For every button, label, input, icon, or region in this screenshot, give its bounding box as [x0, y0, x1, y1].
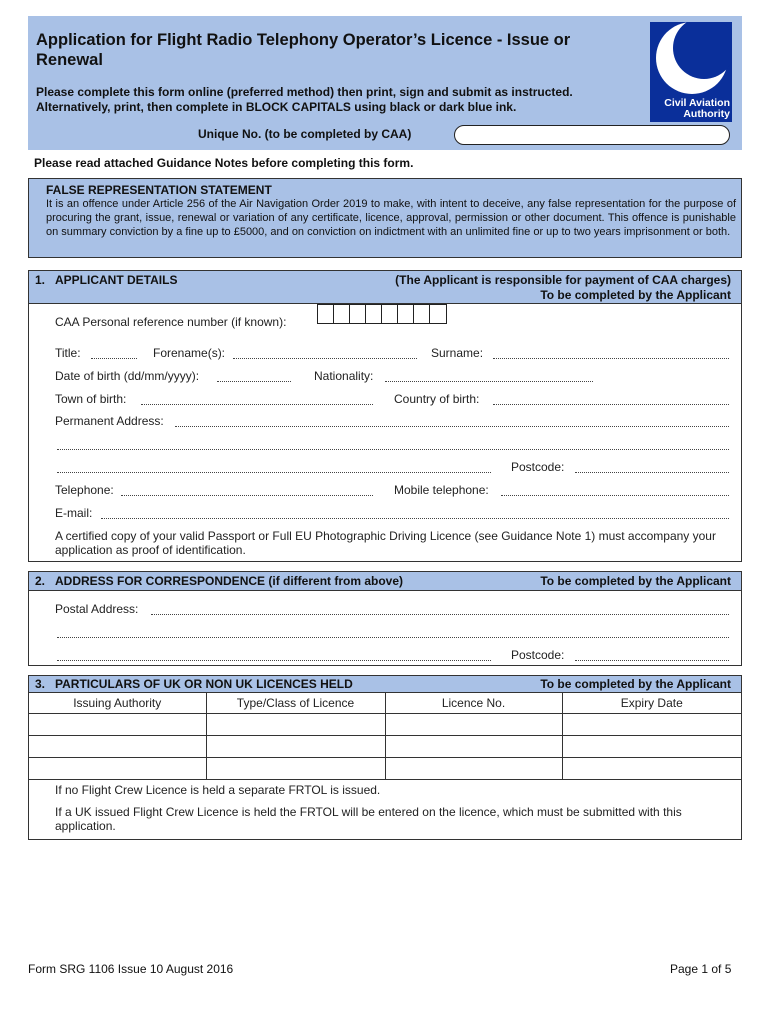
false-representation-text: It is an offence under Article 256 of the Air Navigation Order 2019 to make, with intent to deceive, any false representation for the purpose of procuring the grant, issue, renewal or variation of any certificate, licence, approval, permission or other document. This offence is punishable on summary conviction by a fine up to £5000, and on conviction on indictment with an unlimited fine or up to two years imprisonment or both. [46, 198, 736, 238]
licences-table [29, 692, 741, 780]
column-expiry-date: Expiry Date [562, 693, 741, 714]
column-issuing-authority: Issuing Authority [29, 693, 206, 714]
table-cell[interactable] [29, 758, 206, 780]
town-of-birth-field[interactable] [141, 393, 373, 405]
postcode-label: Postcode: [511, 460, 565, 474]
postal-address-line-3-field[interactable] [57, 649, 491, 661]
unique-number-field[interactable] [454, 125, 730, 145]
telephone-field[interactable] [121, 484, 373, 496]
title-label: Title: [55, 346, 81, 360]
postcode-field[interactable] [575, 461, 729, 473]
section-licences-held [28, 675, 742, 840]
identification-note: A certified copy of your valid Passport or Full EU Photographic Driving Licence (see Guidance Note 1) must accompany your application as proof of identification. [55, 529, 716, 557]
section-1-header [29, 271, 741, 304]
false-representation-heading: FALSE REPRESENTATION STATEMENT [46, 183, 272, 197]
telephone-label: Telephone: [55, 483, 114, 497]
section-correspondence-address [28, 571, 742, 666]
forename-label: Forename(s): [153, 346, 226, 360]
false-representation-box [28, 178, 742, 258]
email-field[interactable] [101, 507, 729, 519]
address-line-1-field[interactable] [175, 415, 729, 427]
column-licence-number: Licence No. [385, 693, 562, 714]
form-reference: Form SRG 1106 Issue 10 August 2016 [28, 962, 234, 976]
mobile-telephone-label: Mobile telephone: [394, 483, 489, 497]
table-cell[interactable] [29, 736, 206, 758]
section-1-title: APPLICANT DETAILS [55, 273, 178, 287]
page-number: Page 1 of 5 [670, 962, 732, 976]
table-cell[interactable] [29, 714, 206, 736]
table-cell[interactable] [562, 714, 741, 736]
section-2-number: 2. [35, 574, 46, 588]
caa-reference-input[interactable] [317, 304, 447, 324]
country-of-birth-field[interactable] [493, 393, 729, 405]
correspondence-postcode-field[interactable] [575, 649, 729, 661]
surname-field[interactable] [493, 347, 729, 359]
town-of-birth-label: Town of birth: [55, 392, 127, 406]
surname-label: Surname: [431, 346, 484, 360]
section-3-completion-note: To be completed by the Applicant [540, 677, 731, 691]
unique-number-label: Unique No. (to be completed by CAA) [198, 127, 412, 141]
table-cell[interactable] [385, 736, 562, 758]
table-row [29, 714, 741, 736]
dob-label: Date of birth (dd/mm/yyyy): [55, 369, 200, 383]
email-label: E-mail: [55, 506, 93, 520]
section-1-number: 1. [35, 273, 46, 287]
postal-address-line-1-field[interactable] [151, 603, 729, 615]
table-cell[interactable] [206, 714, 385, 736]
address-line-3-field[interactable] [57, 461, 491, 473]
uk-licence-note: If a UK issued Flight Crew Licence is held the FRTOL will be entered on the licence, which must be submitted with this application. [55, 805, 682, 833]
nationality-field[interactable] [385, 370, 593, 382]
section-2-completion-note: To be completed by the Applicant [540, 574, 731, 588]
correspondence-postcode-label: Postcode: [511, 648, 565, 662]
table-row [29, 758, 741, 780]
table-cell[interactable] [562, 736, 741, 758]
country-of-birth-label: Country of birth: [394, 392, 480, 406]
mobile-telephone-field[interactable] [501, 484, 729, 496]
column-licence-type: Type/Class of Licence [206, 693, 385, 714]
form-header [28, 16, 742, 150]
postal-address-line-2-field[interactable] [57, 626, 729, 638]
title-field[interactable] [91, 347, 137, 359]
section-1-completion-note: To be completed by the Applicant [540, 288, 731, 302]
section-1-charges-note: (The Applicant is responsible for payment of CAA charges) [395, 273, 731, 287]
no-licence-note: If no Flight Crew Licence is held a separate FRTOL is issued. [55, 783, 381, 797]
instructions-line-1: Please complete this form online (preferred method) then print, sign and submit as instructed. [36, 85, 573, 99]
section-3-title: PARTICULARS OF UK OR NON UK LICENCES HELD [55, 677, 353, 691]
caa-logo [650, 22, 732, 122]
nationality-label: Nationality: [314, 369, 374, 383]
postal-address-label: Postal Address: [55, 602, 139, 616]
dob-field[interactable] [217, 370, 291, 382]
section-3-header [29, 676, 741, 693]
table-cell[interactable] [206, 758, 385, 780]
table-cell[interactable] [385, 714, 562, 736]
caa-reference-label: CAA Personal reference number (if known): [55, 315, 287, 329]
table-cell[interactable] [385, 758, 562, 780]
section-3-number: 3. [35, 677, 46, 691]
section-2-header [29, 572, 741, 591]
form-instructions [36, 85, 636, 115]
table-cell[interactable] [562, 758, 741, 780]
address-line-2-field[interactable] [57, 438, 729, 450]
licences-table-header-row [29, 693, 741, 714]
permanent-address-label: Permanent Address: [55, 414, 164, 428]
caa-logo-text: Civil Aviation Authority [664, 97, 730, 120]
instructions-line-2: Alternatively, print, then complete in BLOCK CAPITALS using black or dark blue ink. [36, 100, 517, 114]
forename-field[interactable] [233, 347, 417, 359]
section-applicant-details [28, 270, 742, 562]
table-cell[interactable] [206, 736, 385, 758]
section-2-title: ADDRESS FOR CORRESPONDENCE (if different from above) [55, 574, 404, 588]
guidance-note: Please read attached Guidance Notes before completing this form. [34, 156, 414, 170]
form-title: Application for Flight Radio Telephony Operator’s Licence - Issue or Renewal [36, 31, 571, 69]
table-row [29, 736, 741, 758]
